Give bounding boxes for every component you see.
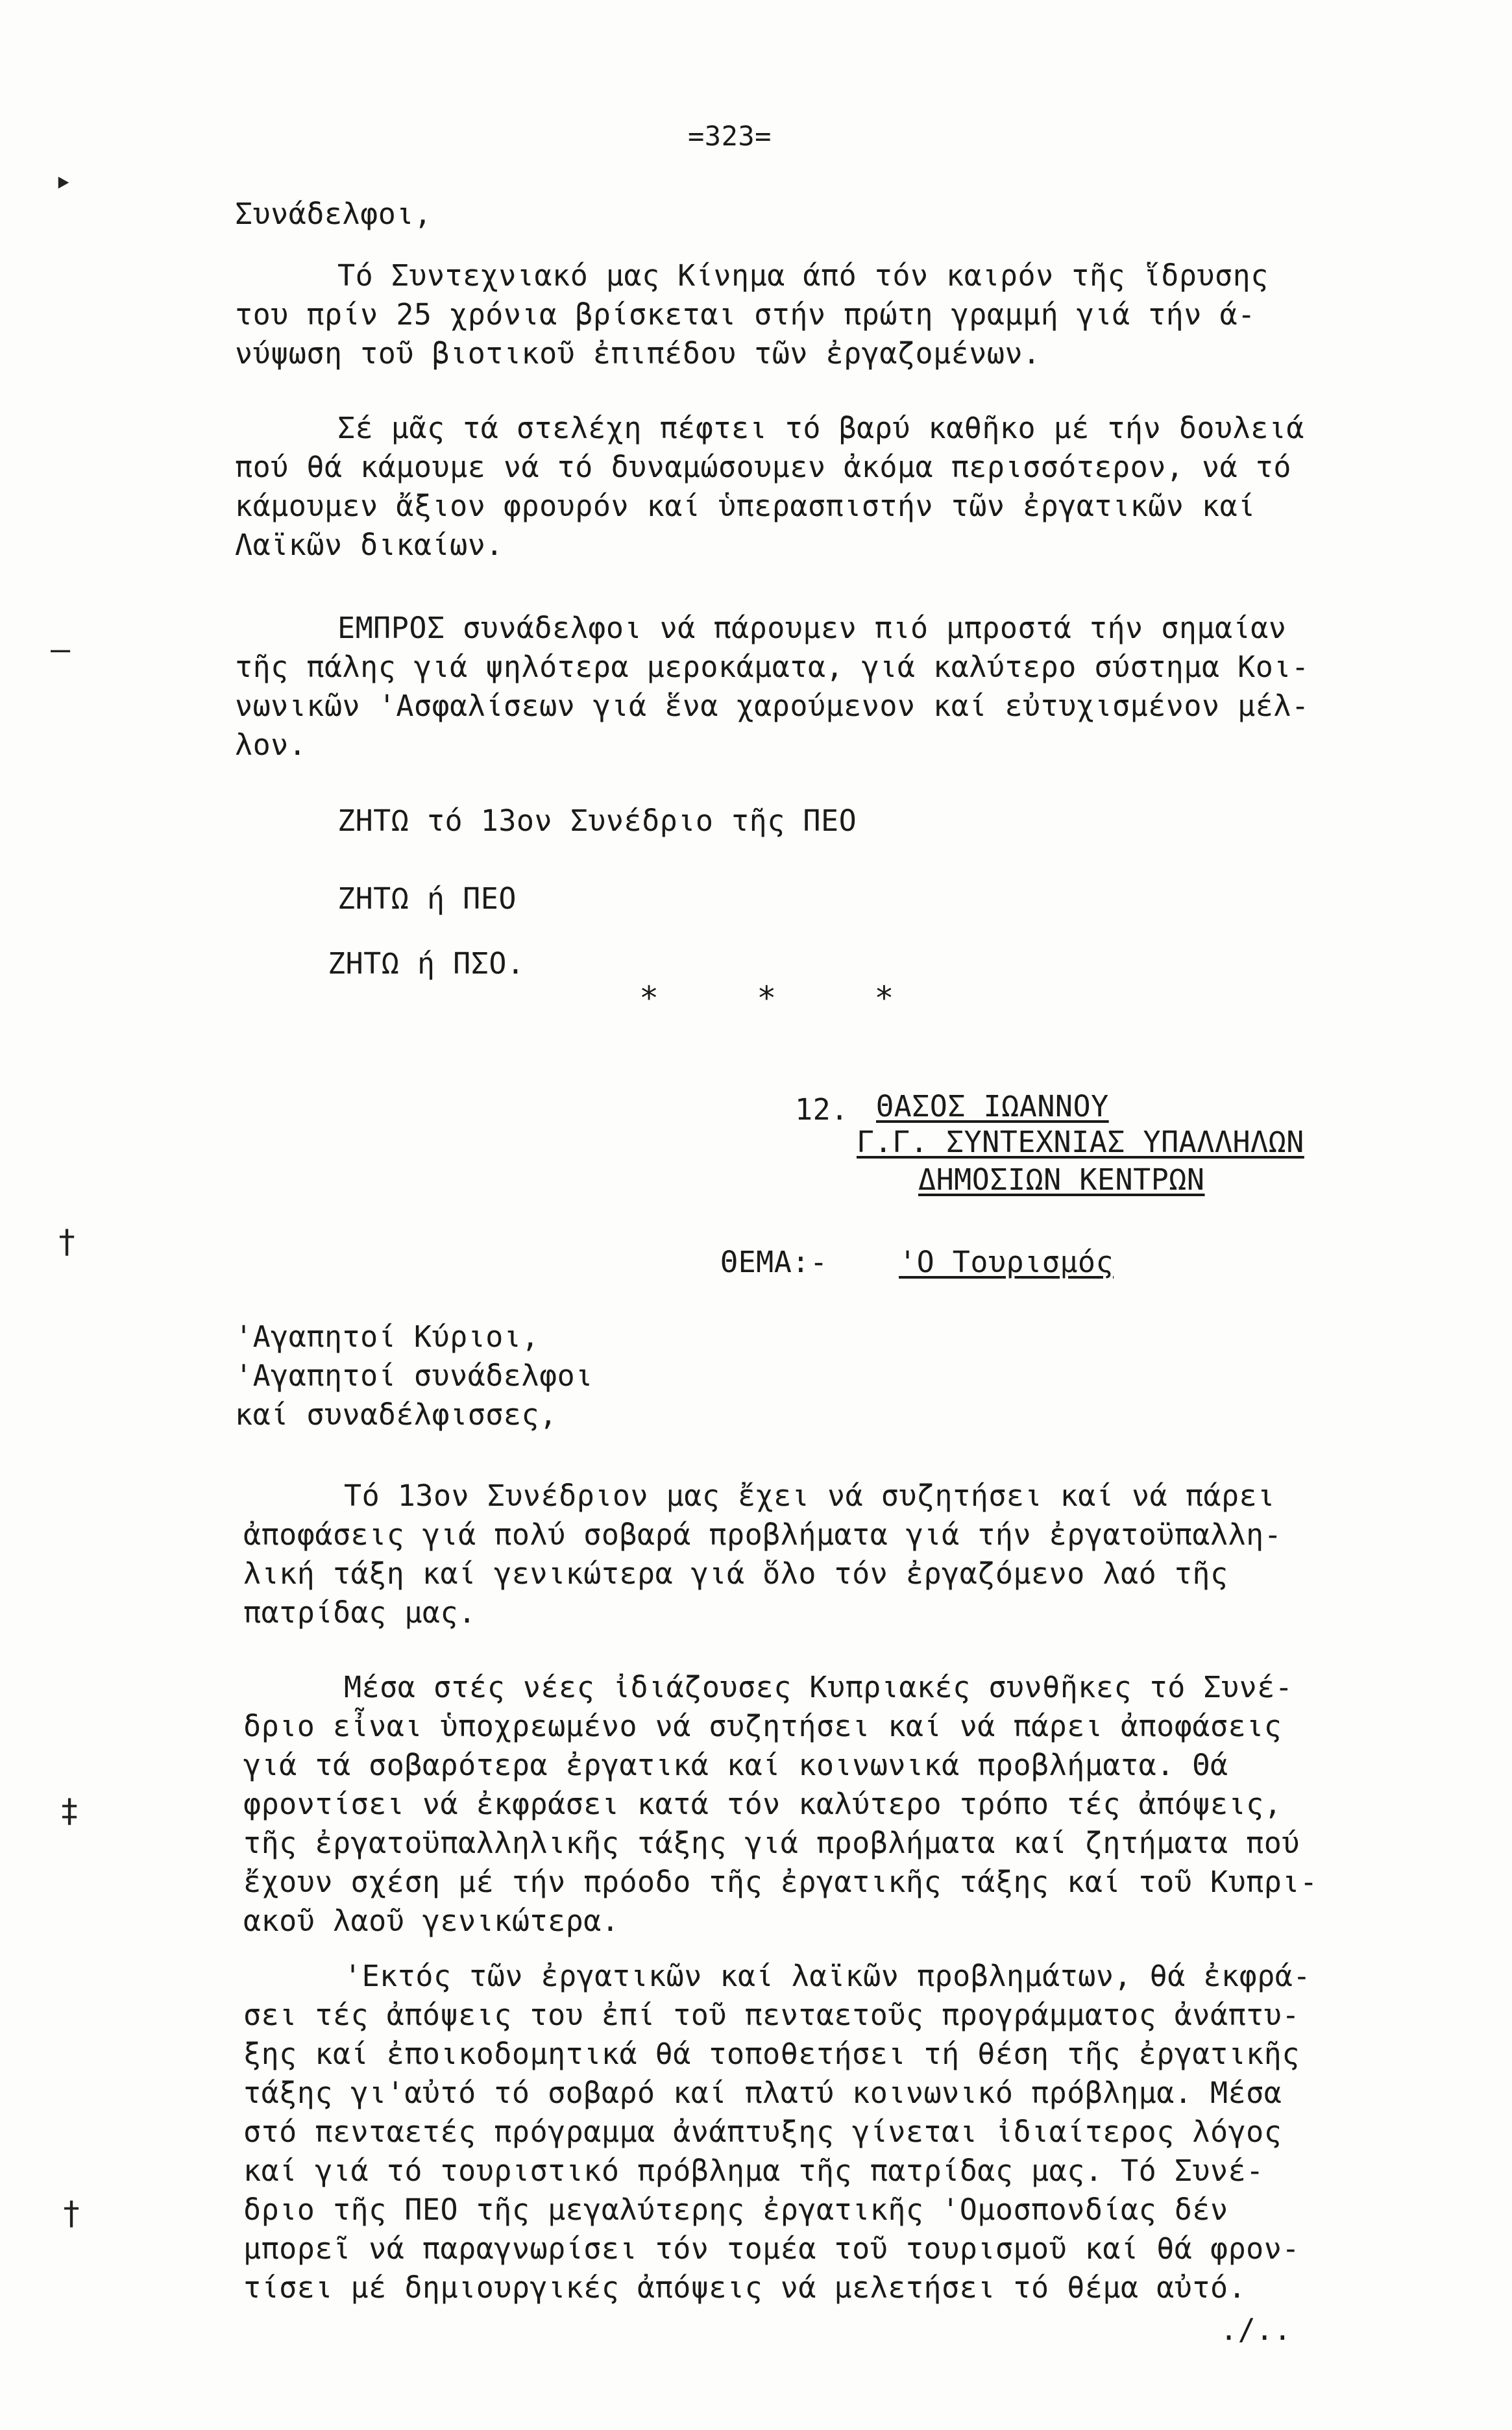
speaker-name: ΘΑΣΟΣ ΙΩΑΝΝΟΥ (876, 1089, 1109, 1123)
paragraph-line: στό πενταετές πρόγραμμα ἀνάπτυξης γίνεται ἰδιαίτερος λόγος (243, 2115, 1282, 2149)
paragraph-line: καί γιά τό τουριστικό πρόβλημα τῆς πατρίδας μας. Τό Συνέ- (243, 2154, 1264, 2188)
paragraph-line: Τό Συντεχνιακό μας Κίνημα άπό τόν καιρόν τῆς ἵδρυσης (337, 258, 1269, 293)
margin-mark: ‡ (60, 1792, 80, 1830)
paragraph-line: κάμουμεν ἄξιον φρουρόν καί ὑπερασπιστήν τῶν ἐργατικῶν καί (235, 489, 1256, 523)
paragraph-line: Λαϊκῶν δικαίων. (235, 528, 504, 562)
greeting-line: 'Αγαπητοί Κύριοι, (235, 1319, 540, 1354)
paragraph-line: Μέσα στές νέες ἰδιάζουσες Κυπριακές συνθῆκες τό Συνέ- (344, 1670, 1293, 1704)
paragraph-line: τῆς πάλης γιά ψηλότερα μεροκάματα, γιά καλύτερο σύστημα Κοι- (235, 650, 1310, 684)
paragraph-line: τίσει μέ δημιουργικές ἀπόψεις νά μελετήσει τό θέμα αὐτό. (243, 2270, 1247, 2305)
paragraph-line: νύψωση τοῦ βιοτικοῦ ἐπιπέδου τῶν ἐργαζομένων. (235, 336, 1041, 371)
paragraph-line: Σέ μᾶς τά στελέχη πέφτει τό βαρύ καθῆκο μέ τήν δουλειά (337, 411, 1304, 445)
paragraph-line: ἀποφάσεις γιά πολύ σοβαρά προβλήματα γιά τήν ἐργατοϋπαλλη- (243, 1517, 1282, 1552)
margin-mark: † (62, 2194, 82, 2232)
paragraph-line: λική τάξη καί γενικώτερα γιά ὅλο τόν ἐργαζόμενο λαό τῆς (243, 1556, 1228, 1591)
slogan: ΖΗΤΩ ή ΠΣΟ. (328, 946, 525, 981)
paragraph-line: πατρίδας μας. (243, 1595, 476, 1630)
paragraph-line: νωνικῶν 'Ασφαλίσεων γιά ἕνα χαρούμενον καί εὐτυχισμένον μέλ- (235, 689, 1310, 723)
paragraph-line: γιά τά σοβαρότερα ἐργατικά καί κοινωνικά προβλήματα. Θά (243, 1748, 1228, 1782)
paragraph-line: λον. (235, 728, 307, 762)
speaker-role: Γ.Γ. ΣΥΝΤΕΧΝΙΑΣ ΥΠΑΛΛΗΛΩΝ (857, 1125, 1304, 1159)
paragraph-line: ακοῦ λαοῦ γενικώτερα. (243, 1904, 620, 1938)
topic-title: 'Ο Τουρισμός (899, 1245, 1114, 1279)
paragraph-line: δριο εἶναι ὑποχρεωμένο νά συζητήσει καί νά πάρει ἀποφάσεις (243, 1709, 1282, 1743)
topic-label: ΘΕΜΑ:- (720, 1245, 828, 1279)
paragraph-line: ΕΜΠΡΟΣ συνάδελφοι νά πάρουμεν πιό μπροστά τήν σημαίαν (337, 611, 1287, 645)
speaker-organization: ΔΗΜΟΣΙΩΝ ΚΕΝΤΡΩΝ (918, 1162, 1205, 1197)
greeting-line: καί συναδέλφισσες, (235, 1397, 557, 1432)
section-separator: * * * (639, 979, 895, 1017)
paragraph-line: ξης καί ἐποικοδομητικά θά τοποθετήσει τή θέση τῆς ἐργατικῆς (243, 2037, 1300, 2071)
continuation-mark: ./.. (1220, 2313, 1292, 2347)
page-number: =323= (688, 120, 772, 152)
paragraph-line: ἔχουν σχέση μέ τήν πρόοδο τῆς ἐργατικῆς τάξης καί τοῦ Κυπρι- (243, 1865, 1318, 1899)
paragraph-line: φροντίσει νά ἐκφράσει κατά τόν καλύτερο τρόπο τές ἀπόψεις, (243, 1787, 1282, 1821)
greeting-line: 'Αγαπητοί συνάδελφοι (235, 1358, 593, 1393)
paragraph-line: τάξης γι'αὐτό τό σοβαρό καί πλατύ κοινωνικό πρόβλημα. Μέσα (243, 2076, 1282, 2110)
paragraph-line: μπορεῖ νά παραγνωρίσει τόν τομέα τοῦ τουρισμοῦ καί θά φρον- (243, 2231, 1300, 2266)
slogan: ΖΗΤΩ τό 13ον Συνέδριο τῆς ΠΕΟ (337, 804, 857, 838)
paragraph-line: πού θά κάμουμε νά τό δυναμώσουμεν ἀκόμα περισσότερον, νά τό (235, 450, 1291, 484)
paragraph-line: τῆς ἐργατοϋπαλληλικῆς τάξης γιά προβλήματα καί ζητήματα πού (243, 1826, 1300, 1860)
margin-mark: † (57, 1223, 77, 1260)
paragraph-line: 'Εκτός τῶν ἐργατικῶν καί λαϊκῶν προβλημάτων, θά ἐκφρά- (344, 1959, 1311, 1993)
paragraph-line: σει τές ἀπόψεις του ἐπί τοῦ πενταετοῦς προγράμματος ἀνάπτυ- (243, 1998, 1300, 2032)
speaker-number: 12. (795, 1092, 849, 1127)
slogan: ΖΗΤΩ ή ΠΕΟ (337, 881, 517, 916)
margin-mark: ‣ (53, 165, 73, 202)
paragraph-line: δριο τῆς ΠΕΟ τῆς μεγαλύτερης ἐργατικῆς 'Ομοσπονδίας δέν (243, 2192, 1228, 2227)
salutation: Συνάδελφοι, (235, 197, 432, 231)
margin-mark: — (51, 630, 71, 668)
paragraph-line: του πρίν 25 χρόνια βρίσκεται στήν πρώτη γραμμή γιά τήν ά- (235, 297, 1256, 332)
paragraph-line: Τό 13ον Συνέδριον μας ἔχει νά συζητήσει καί νά πάρει (344, 1479, 1275, 1513)
